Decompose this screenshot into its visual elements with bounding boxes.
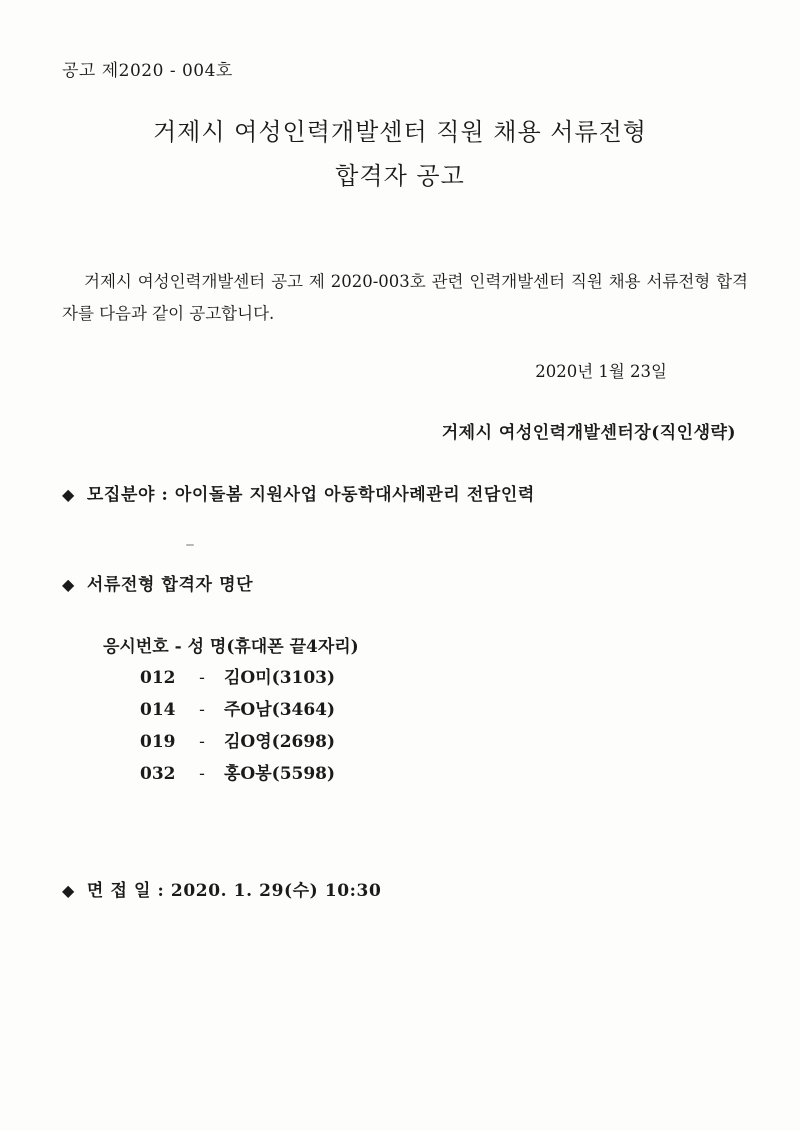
diamond-bullet-icon: ◆	[62, 485, 75, 504]
applicant-name: 김O미(3103)	[224, 668, 336, 688]
diamond-bullet-icon: ◆	[62, 881, 75, 900]
list-item	[140, 758, 335, 790]
notice-number: 공고 제2020 - 004호	[62, 61, 233, 81]
list-item	[140, 694, 335, 726]
applicant-number: 014	[140, 700, 176, 720]
applicant-number: 012	[140, 668, 176, 688]
applicant-name: 주O남(3464)	[224, 700, 336, 720]
section-passed-list	[62, 570, 253, 595]
issuer-signature: 거제시 여성인력개발센터장(직인생략)	[441, 423, 736, 443]
diamond-bullet-icon: ◆	[62, 575, 75, 594]
scan-speck	[186, 544, 194, 546]
title-line-2: 합격자 공고	[335, 162, 465, 190]
document-title	[0, 110, 800, 198]
notice-date: 2020년 1월 23일	[535, 362, 667, 381]
row-separator: -	[199, 668, 205, 688]
row-separator: -	[199, 732, 205, 752]
title-line-1: 거제시 여성인력개발센터 직원 채용 서류전형	[152, 118, 647, 146]
row-separator: -	[199, 700, 205, 720]
list-header: 응시번호 - 성 명(휴대폰 끝4자리)	[103, 637, 359, 657]
row-separator: -	[199, 764, 205, 784]
recruitment-field-text: 모집분야 : 아이돌봄 지원사업 아동학대사례관리 전담인력	[86, 485, 535, 505]
applicant-name: 김O영(2698)	[224, 732, 336, 752]
passed-list	[140, 662, 335, 790]
applicant-name: 홍O봉(5598)	[224, 764, 336, 784]
section-interview-date	[62, 876, 381, 901]
applicant-number: 032	[140, 764, 176, 784]
passed-list-title: 서류전형 합격자 명단	[86, 575, 254, 595]
list-item	[140, 662, 335, 694]
section-recruitment-field	[62, 480, 535, 505]
applicant-number: 019	[140, 732, 176, 752]
interview-date-text: 면 접 일 : 2020. 1. 29(수) 10:30	[86, 881, 382, 901]
list-item	[140, 726, 335, 758]
intro-paragraph: 거제시 여성인력개발센터 공고 제 2020-003호 관련 인력개발센터 직원 채용 서류전형 합격자를 다음과 같이 공고합니다.	[62, 272, 748, 323]
